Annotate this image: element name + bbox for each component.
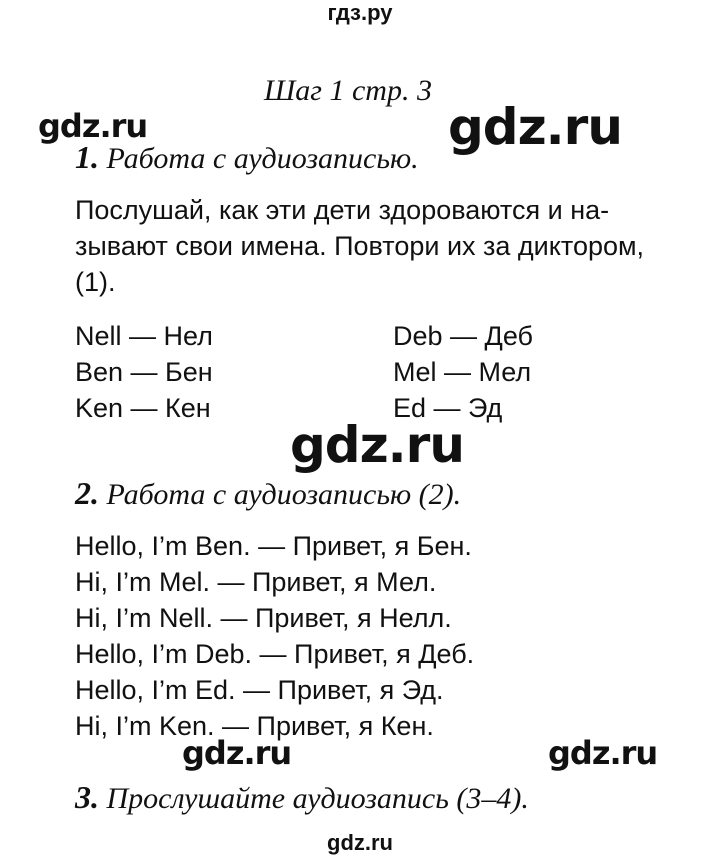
dialogue-line: Hi, I’m Mel. — Привет, я Мел. (75, 567, 437, 597)
dialogue-line: Hello, I’m Ed. — Привет, я Эд. (75, 675, 444, 705)
name-right-2: Mel — Мел (393, 357, 532, 387)
watermark-3: gdz.ru (290, 416, 464, 474)
exercise-2-heading (75, 476, 461, 512)
dialogue-line: Hi, I’m Ken. — Привет, я Кен. (75, 711, 434, 741)
watermark-5: gdz.ru (548, 734, 658, 772)
site-footer: gdz.ru (327, 830, 393, 855)
dialogue-line: Hello, I’m Deb. — Привет, я Деб. (75, 639, 475, 669)
name-right-3: Ed — Эд (393, 393, 503, 423)
paragraph-line: (1). (75, 267, 116, 297)
name-left-1: Nell — Нел (75, 321, 213, 351)
exercise-1-paragraph (75, 192, 675, 300)
step-title: Шаг 1 стр. 3 (264, 74, 432, 107)
exercise-2-number: 2. (75, 475, 99, 511)
name-right-1: Deb — Деб (393, 321, 533, 351)
exercise-1-title: Работа с аудиозаписью. (106, 142, 419, 175)
exercise-2-title: Работа с аудиозаписью (2). (106, 478, 462, 511)
name-left-3: Ken — Кен (75, 393, 211, 423)
exercise-3-heading (75, 780, 529, 816)
exercise-3-title: Прослушайте аудиозапись (3–4). (106, 782, 529, 815)
paragraph-line: зывают свои имена. Повтори их за диктором, (75, 231, 645, 261)
site-header: гдз.ру (327, 0, 393, 25)
exercise-1-heading (75, 140, 419, 176)
dialogue-line: Hi, I’m Nell. — Привет, я Нелл. (75, 603, 452, 633)
watermark-1: gdz.ru (38, 107, 148, 145)
name-left-2: Ben — Бен (75, 357, 213, 387)
paragraph-line: Послушай, как эти дети здороваются и на- (75, 195, 610, 225)
watermark-4: gdz.ru (182, 734, 292, 772)
dialogue-line: Hello, I’m Ben. — Привет, я Бен. (75, 531, 472, 561)
exercise-1-number: 1. (75, 139, 99, 175)
watermark-2: gdz.ru (448, 98, 622, 156)
exercise-3-number: 3. (75, 779, 99, 815)
